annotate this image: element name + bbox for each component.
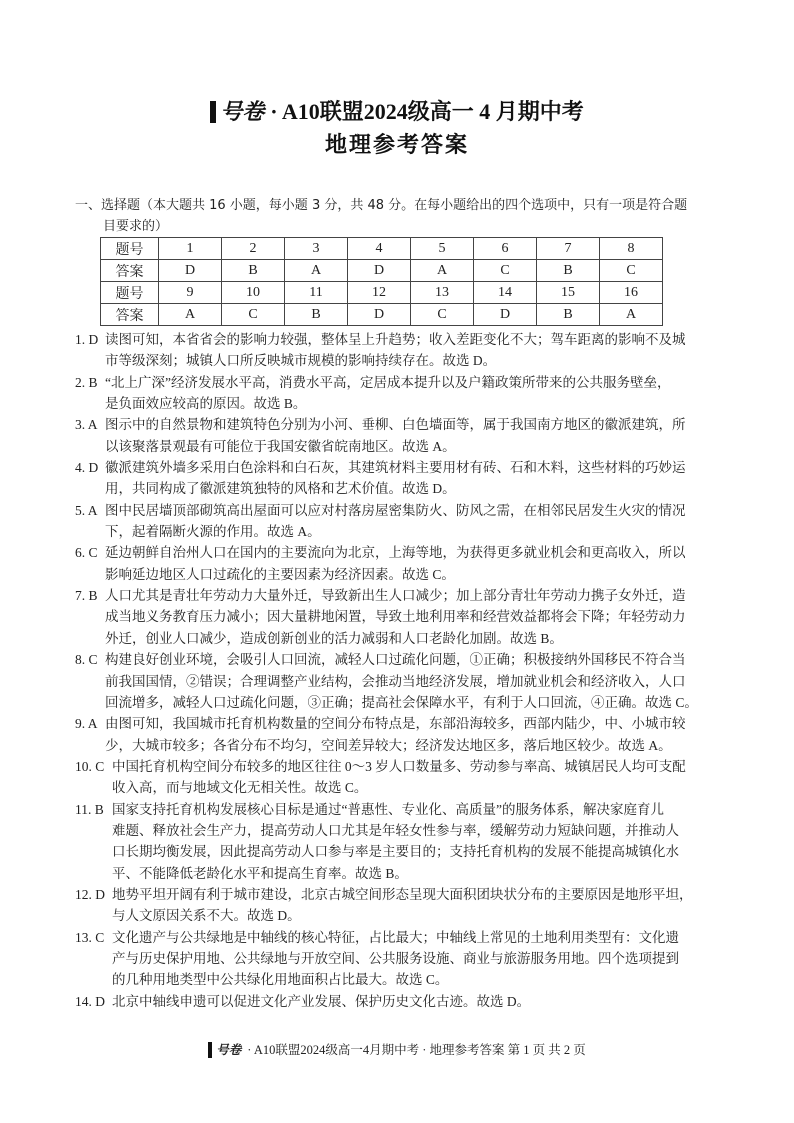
answer-number: 12. D — [75, 886, 105, 902]
answer-item — [75, 329, 735, 372]
table-cell: B — [285, 304, 348, 326]
explanation-line: 难题、释放社会生产力，提高劳动人口尤其是年轻女性参与率，缓解劳动力短缺问题，并推动人 — [112, 822, 679, 838]
answer-item — [75, 713, 735, 756]
table-row — [101, 260, 663, 282]
page-footer — [0, 1040, 794, 1058]
explanation-line: 的几种用地类型中公共绿化用地面积占比最大。故选 C。 — [112, 972, 449, 988]
table-cell: 3 — [285, 238, 348, 260]
table-cell: C — [411, 304, 474, 326]
brand-logo: 号卷 — [210, 95, 264, 126]
table-cell: A — [285, 260, 348, 282]
table-cell: 11 — [285, 282, 348, 304]
document-subtitle: 地理参考答案 — [324, 132, 469, 157]
explanation-body — [112, 927, 735, 991]
table-cell: 2 — [222, 238, 285, 260]
table-cell: 13 — [411, 282, 474, 304]
explanation-line: 延边朝鲜自治州人口在国内的主要流向为北京，上海等地，为获得更多就业机会和更高收入，所以 — [105, 545, 686, 561]
table-cell: D — [348, 260, 411, 282]
row-label: 答案 — [101, 304, 159, 326]
answer-number: 5. A — [75, 502, 98, 518]
table-cell: 16 — [600, 282, 663, 304]
answer-number: 7. B — [75, 588, 98, 604]
answer-item — [75, 884, 735, 927]
explanation-line: 以该聚落景观最有可能位于我国安徽省皖南地区。故选 A。 — [105, 438, 456, 454]
table-cell: C — [474, 260, 537, 282]
answer-number: 14. D — [75, 993, 105, 1009]
explanation-line: 是负面效应较高的原因。故选 B。 — [105, 396, 307, 412]
answer-item — [75, 542, 735, 585]
explanation-line: 国家支持托育机构发展核心目标是通过“普惠性、专业化、高质量”的服务体系，解决家庭育儿 — [112, 801, 664, 817]
explanation-line: 回流增多，减轻人口过疏化问题，③正确；提高社会保障水平，有利于人口回流，④正确。故选 C。 — [105, 694, 698, 710]
explanation-body — [112, 799, 735, 884]
explanation-body — [105, 457, 735, 500]
explanation-line: 图示中的自然景物和建筑特色分别为小河、垂柳、白色墙面等，属于我国南方地区的徽派建筑，所 — [105, 417, 686, 433]
answer-item — [75, 414, 735, 457]
explanation-body — [105, 713, 735, 756]
answer-number: 10. C — [75, 758, 105, 774]
table-cell: B — [537, 260, 600, 282]
explanation-line: 人口尤其是青壮年劳动力大量外迁，导致新出生人口减少；加上部分青壮年劳动力携子女外迁，造 — [105, 588, 686, 604]
brush-stroke-icon — [208, 1042, 212, 1058]
table-cell: 4 — [348, 238, 411, 260]
table-cell: A — [411, 260, 474, 282]
explanation-body — [105, 649, 735, 713]
title-text: · A10联盟2024级高一 4 月期中考 — [270, 99, 584, 124]
explanation-line: 由图可知，我国城市托育机构数量的空间分布特点是，东部沿海较多，西部内陆少，中、小城市较 — [105, 716, 686, 732]
explanation-line: 地势平坦开阔有利于城市建设，北京古城空间形态呈现大面积团块状分布的主要原因是地形平坦， — [112, 886, 693, 902]
explanation-line: 用，共同构成了徽派建筑独特的风格和艺术价值。故选 D。 — [105, 481, 456, 497]
table-cell: 10 — [222, 282, 285, 304]
table-cell: D — [159, 260, 222, 282]
table-cell: D — [474, 304, 537, 326]
table-cell: C — [222, 304, 285, 326]
explanation-line: 北京中轴线申遗可以促进文化产业发展、保护历史文化古迹。故选 D。 — [112, 993, 531, 1009]
table-cell: 8 — [600, 238, 663, 260]
table-cell: B — [537, 304, 600, 326]
row-label: 题号 — [101, 238, 159, 260]
table-row — [101, 238, 663, 260]
explanation-body — [112, 991, 735, 1012]
footer-logo: 号卷 — [208, 1040, 241, 1058]
table-cell: A — [600, 304, 663, 326]
answer-number: 13. C — [75, 929, 105, 945]
answer-explanations — [75, 329, 735, 1012]
answer-item — [75, 756, 735, 799]
explanation-line: “北上广深”经济发展水平高，消费水平高，定居成本提升以及户籍政策所带来的公共服务壁垒， — [105, 374, 671, 390]
explanation-line: 读图可知，本省省会的影响力较强，整体呈上升趋势；收入差距变化不大；驾车距离的影响不及城 — [105, 332, 686, 347]
brush-stroke-icon — [210, 101, 216, 123]
section-heading-line1: 一、选择题（本大题共 16 小题，每小题 3 分，共 48 分。在每小题给出的四个选项中，只有一项是符合题 — [75, 198, 688, 213]
explanation-body — [112, 884, 735, 927]
table-cell: 1 — [159, 238, 222, 260]
answer-item — [75, 991, 735, 1012]
explanation-line: 市等级深刻；城镇人口所反映城市规模的影响持续存在。故选 D。 — [105, 353, 497, 369]
explanation-line: 构建良好创业环境，会吸引人口回流，减轻人口过疏化问题，①正确；积极接纳外国移民不符合当 — [105, 652, 686, 668]
table-cell: 9 — [159, 282, 222, 304]
answer-number: 3. A — [75, 417, 98, 433]
explanation-body — [105, 585, 735, 649]
table-cell: 14 — [474, 282, 537, 304]
answer-number: 2. B — [75, 374, 98, 390]
answer-item — [75, 372, 735, 415]
answer-number: 6. C — [75, 545, 98, 561]
explanation-line: 影响延边地区人口过疏化的主要因素为经济因素。故选 C。 — [105, 566, 455, 582]
explanation-line: 口长期均衡发展，因此提高劳动人口参与率是主要目的；支持托育机构的发展不能提高城镇化水 — [112, 844, 679, 860]
document-title — [0, 95, 794, 126]
answer-number: 11. B — [75, 801, 104, 817]
explanation-line: 外迁，创业人口减少，造成创新创业的活力减弱和人口老龄化加剧。故选 B。 — [105, 630, 563, 646]
explanation-line: 与人文原因关系不大。故选 D。 — [112, 908, 301, 924]
answer-item — [75, 927, 735, 991]
row-label: 题号 — [101, 282, 159, 304]
explanation-body — [112, 756, 735, 799]
table-cell: 5 — [411, 238, 474, 260]
explanation-line: 收入高，而与地域文化无相关性。故选 C。 — [112, 780, 368, 796]
table-cell: C — [600, 260, 663, 282]
explanation-line: 图中民居墙顶部砌筑高出屋面可以应对村落房屋密集防火、防风之需，在相邻民居发生火灾的情况 — [105, 502, 686, 518]
explanation-body — [105, 500, 735, 543]
answer-item — [75, 799, 735, 884]
explanation-line: 少，大城市较多；各省分布不均匀，空间差异较大；经济发达地区多，落后地区较少。故选 A。 — [105, 737, 672, 753]
explanation-line: 平、不能降低老龄化水平和提高生育率。故选 B。 — [112, 865, 408, 881]
table-cell: 15 — [537, 282, 600, 304]
explanation-line: 前我国国情，②错误；合理调整产业结构，会推动当地经济发展，增加就业机会和经济收入，人口 — [105, 673, 686, 689]
answer-table — [100, 237, 663, 326]
answer-item — [75, 649, 735, 713]
table-cell: 7 — [537, 238, 600, 260]
table-row — [101, 282, 663, 304]
section-heading — [75, 195, 775, 237]
answer-item — [75, 500, 735, 543]
explanation-body — [105, 542, 735, 585]
explanation-body — [105, 414, 735, 457]
answer-item — [75, 585, 735, 649]
table-cell: B — [222, 260, 285, 282]
table-row — [101, 304, 663, 326]
explanation-line: 下，起着隔断火源的作用。故选 A。 — [105, 524, 321, 540]
row-label: 答案 — [101, 260, 159, 282]
table-cell: 12 — [348, 282, 411, 304]
section-heading-line2: 目要求的） — [103, 219, 169, 234]
table-cell: A — [159, 304, 222, 326]
explanation-body — [105, 329, 735, 372]
answer-number: 4. D — [75, 460, 99, 476]
explanation-line: 成当地义务教育压力减小；因大量耕地闲置，导致土地利用率和经营效益都将会下降；年轻劳动力 — [105, 609, 686, 625]
answer-number: 8. C — [75, 652, 98, 668]
explanation-body — [105, 372, 735, 415]
table-cell: 6 — [474, 238, 537, 260]
footer-text: · A10联盟2024级高一4月期中考 · 地理参考答案 第 1 页 共 2 页 — [247, 1043, 586, 1057]
explanation-line: 徽派建筑外墙多采用白色涂料和白石灰，其建筑材料主要用材有砖、石和木料，这些材料的巧妙运 — [105, 460, 686, 476]
explanation-line: 文化遗产与公共绿地是中轴线的核心特征，占比最大；中轴线上常见的土地利用类型有：文化遗 — [112, 929, 679, 945]
table-cell: D — [348, 304, 411, 326]
answer-item — [75, 457, 735, 500]
answer-number: 9. A — [75, 716, 98, 732]
explanation-line: 产与历史保护用地、公共绿地与开放空间、公共服务设施、商业与旅游服务用地。四个选项提到 — [112, 950, 679, 966]
answer-number: 1. D — [75, 332, 99, 347]
explanation-line: 中国托育机构空间分布较多的地区往往 0～3 岁人口数量多、劳动参与率高、城镇居民人均可支配 — [112, 758, 686, 774]
